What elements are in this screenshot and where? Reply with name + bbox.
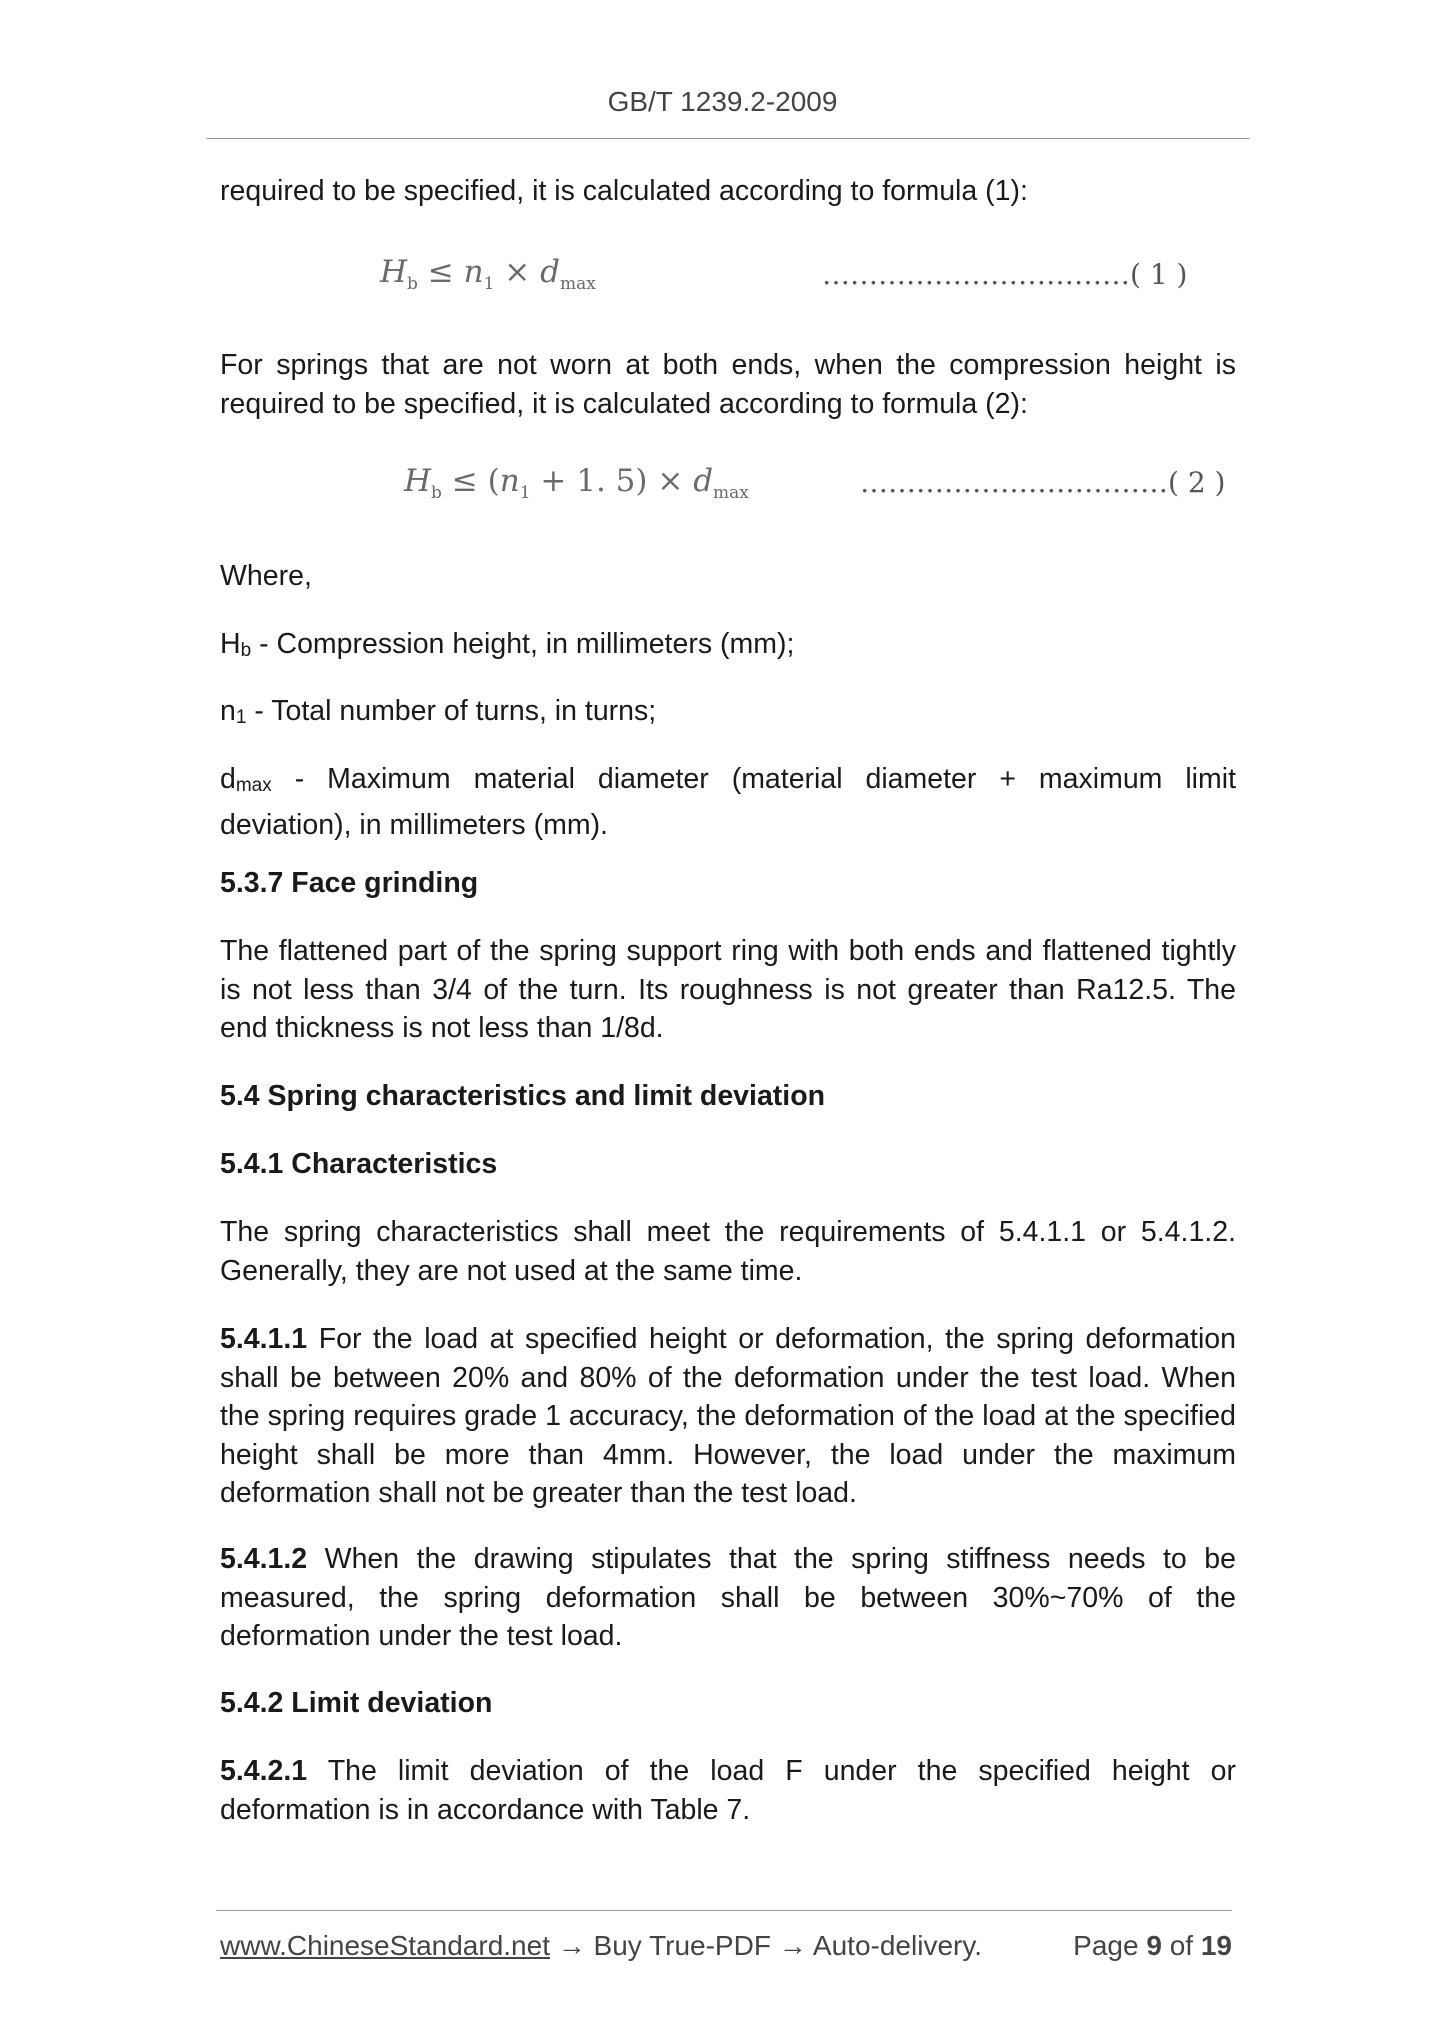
- paragraph-5-4-2-1: 5.4.2.1 The limit deviation of the load F under the specified height or deformation is in accordance with Table 7.: [220, 1755, 1236, 1826]
- header-divider: [206, 138, 1250, 139]
- footer-tagline: → Buy True-PDF → Auto-delivery.: [549, 1930, 983, 1961]
- definition-dmax: $d_{max}$ - Maximum material diameter (material diameter + maximum limit deviation), in millimeters (mm).: [220, 763, 1236, 841]
- heading-5-4: 5.4 Spring characteristics and limit deviation: [220, 1080, 826, 1112]
- formula-1-number: ( 1 ): [1130, 258, 1188, 291]
- footer-divider: [216, 1910, 1232, 1911]
- where-label: Where,: [220, 560, 312, 592]
- formula-2: $H_b \le (n_1 + 1$. $5) \times d_{max}$: [404, 463, 749, 504]
- formula-2-leader: ……………………………( 2 ): [860, 466, 1226, 499]
- formula1-intro: required to be specified, it is calculated according to formula (1):: [220, 175, 1028, 207]
- definition-n1: $n_1$ - Total number of turns, in turns;: [220, 695, 657, 728]
- page-number: Page 9 of 19: [1073, 1930, 1232, 1961]
- paragraph-5-4-1-2: 5.4.1.2 When the drawing stipulates that the spring stiffness needs to be measured, the spring deformation shall be between 30%~70% of the deformation under the test load.: [220, 1543, 1236, 1652]
- page-header: GB/T 1239.2-2009: [607, 86, 838, 117]
- paragraph-5-3-7: The flattened part of the spring support ring with both ends and flattened tightly is not less than 3/4 of the turn. Its roughness is not greater than Ra12.5. The end thickness is not less than 1/8d.: [220, 935, 1236, 1044]
- definition-hb: $H_b$ - Compression height, in millimeters (mm);: [220, 628, 795, 661]
- footer-link[interactable]: www.ChineseStandard.net: [220, 1930, 550, 1961]
- formula2-intro: For springs that are not worn at both ends, when the compression height is required to be specified, it is calculated according to formula (2):: [220, 349, 1236, 420]
- heading-5-4-2: 5.4.2 Limit deviation: [220, 1687, 493, 1719]
- formula-2-number: ( 2 ): [1168, 466, 1226, 499]
- heading-5-4-1: 5.4.1 Characteristics: [220, 1148, 498, 1180]
- formula-1: $H_b \le n_1 \times d_{max}$: [380, 254, 596, 295]
- heading-5-3-7: 5.3.7 Face grinding: [220, 867, 479, 899]
- paragraph-5-4-1-1: 5.4.1.1 For the load at specified height or deformation, the spring deformation shall be between 20% and 80% of the deformation under the test load. When the spring requires grade 1 accuracy, the deformation of the load at the specified height shall be more than 4mm. However, the load under the maximum deformation shall not be greater than the test load.: [220, 1323, 1236, 1509]
- formula-1-leader: ……………………………( 1 ): [822, 258, 1188, 291]
- page-footer: [220, 1930, 1232, 1962]
- paragraph-5-4-1: The spring characteristics shall meet the requirements of 5.4.1.1 or 5.4.1.2. Generally, they are not used at the same time.: [220, 1216, 1236, 1287]
